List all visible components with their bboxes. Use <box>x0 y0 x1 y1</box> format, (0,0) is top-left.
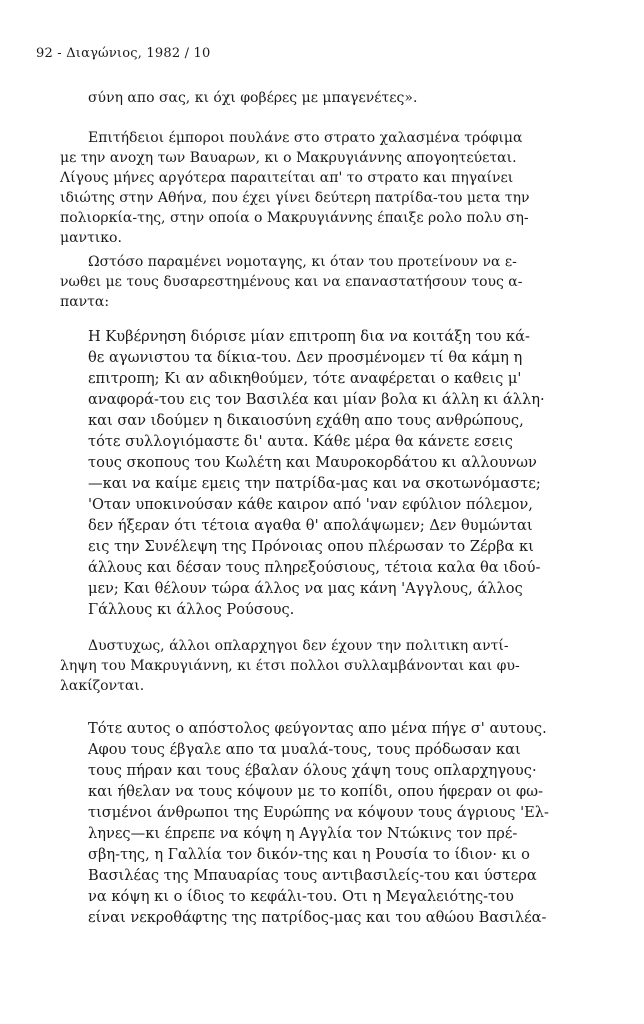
text-line: ληνες—κι έπρεπε να κόψη η Αγγλία τον Ντώκινς τον πρέ- <box>88 825 518 842</box>
page-header: 92 - Διαγώνιος, 1982 / 10 <box>36 46 211 61</box>
text-line: νωθει με τους δυσαρεστημένους και να επαναστατήσουν τους α- <box>60 274 523 290</box>
text-line: Αφου τους έβγαλε απο τα μυαλά-τους, τους πρόδωσαν και <box>88 741 521 758</box>
quoted-passage <box>88 326 603 620</box>
text-line: Τότε αυτος ο απόστολος φεύγοντας απο μένα πήγε σ' αυτους. <box>88 720 547 737</box>
paragraph-1 <box>88 88 598 108</box>
text-line: σύνη απο σας, κι όχι φοβέρες με μπαγενέτες». <box>88 90 418 106</box>
text-line: αναφορά-του εις τον Βασιλέα και μίαν βολα κι άλλη κι άλλη· <box>88 391 545 408</box>
text-line: ληψη του Μακρυγιάννη, κι έτσι πολλοι συλλαμβάνονται και φυ- <box>60 658 520 674</box>
text-line: επιτροπη; Κι αν αδικηθούμεν, τότε αναφέρεται ο καθεις μ' <box>88 370 522 387</box>
text-line: τους σκοπους του Κωλέτη και Μαυροκορδάτου κι αλλουνων <box>88 454 537 471</box>
quoted-passage-2 <box>88 718 603 928</box>
text-line: άλλους και δέσαν τους πληρεξούσιους, τέτοια καλα θα ιδού- <box>88 559 541 576</box>
text-line: Λίγους μήνες αργότερα παραιτείται απ' το στρατο και πηγαίνει <box>60 170 514 186</box>
text-line: Επιτήδειοι έμποροι πουλάνε στο στρατο χαλασμένα τρόφιμα <box>88 130 523 146</box>
paragraph-3 <box>60 252 600 312</box>
text-line: είναι νεκροθάφτης της πατρίδος-μας και του αθώου Βασιλέα- <box>88 909 547 926</box>
text-line: δεν ήξεραν ότι τέτοια αγαθα θ' απολάψωμεν; Δεν θυμώνται <box>88 517 533 534</box>
text-line: ιδιώτης στην Αθήνα, που έχει γίνει δεύτερη πατρίδα-του μετα την <box>60 190 530 206</box>
text-line: θε αγωνιστου τα δίκια-του. Δεν προσμένομεν τί θα κάμη η <box>88 349 523 366</box>
text-line: και ήθελαν να τους κόψουν με το κοπίδι, οπου ήφεραν οι φω- <box>88 783 544 800</box>
text-line: 'Οταν υποκινούσαν κάθε καιρον από 'ναν εφύλιον πόλεμον, <box>88 496 533 513</box>
text-line: με την ανοχη των Βαυαρων, κι ο Μακρυγιάννης απογοητεύεται. <box>60 150 517 166</box>
text-line: να κόψη κι ο ίδιος το κεφάλι-του. Οτι η Μεγαλειότης-του <box>88 888 514 905</box>
text-line: Ωστόσο παραμένει νομοταγης, κι όταν του προτείνουν να ε- <box>88 254 517 270</box>
text-line: εις την Συνέλεψη της Πρόνοιας οπου πλέρωσαν το Ζέρβα κι <box>88 538 534 555</box>
text-line: Δυστυχως, άλλοι οπλαρχηγοι δεν έχουν την πολιτικη αντί- <box>88 638 509 654</box>
text-line: Γάλλους κι άλλος Ρούσους. <box>88 601 295 618</box>
paragraph-2 <box>60 128 600 248</box>
text-line: πολιορκία-της, στην οποία ο Μακρυγιάννης έπαιξε ρολο πολυ ση- <box>60 210 529 226</box>
text-line: Βασιλέας της Μπαυαρίας τους αντιβασιλείς-του και ύστερα <box>88 867 537 884</box>
text-line: τότε συλλογιόμαστε δι' αυτα. Κάθε μέρα θα κάνετε εσεις <box>88 433 513 450</box>
text-line: και σαν ιδούμεν η δικαιοσύνη εχάθη απο τους ανθρώπους, <box>88 412 524 429</box>
text-line: —και να καίμε εμεις την πατρίδα-μας και να σκοτωνόμαστε; <box>88 475 541 492</box>
paragraph-5 <box>60 636 600 696</box>
text-line: λακίζονται. <box>60 678 145 694</box>
text-line: τισμένοι άνθρωποι της Ευρώπης να κόψουν τους άγριους 'Ελ- <box>88 804 549 821</box>
text-line: Η Κυβέρνηση διόρισε μίαν επιτροπη δια να κοιτάξη του κά- <box>88 328 530 345</box>
text-line: μαντικο. <box>60 230 122 246</box>
text-line: παντα: <box>60 294 110 310</box>
text-line: μεν; Και θέλουν τώρα άλλος να μας κάνη 'Αγγλους, άλλος <box>88 580 523 597</box>
text-line: τους πήραν και τους έβαλαν όλους χάψη τους οπλαρχηγους· <box>88 762 537 779</box>
text-line: σβη-της, η Γαλλία τον δικόν-της και η Ρουσία το ίδιον· κι ο <box>88 846 530 863</box>
